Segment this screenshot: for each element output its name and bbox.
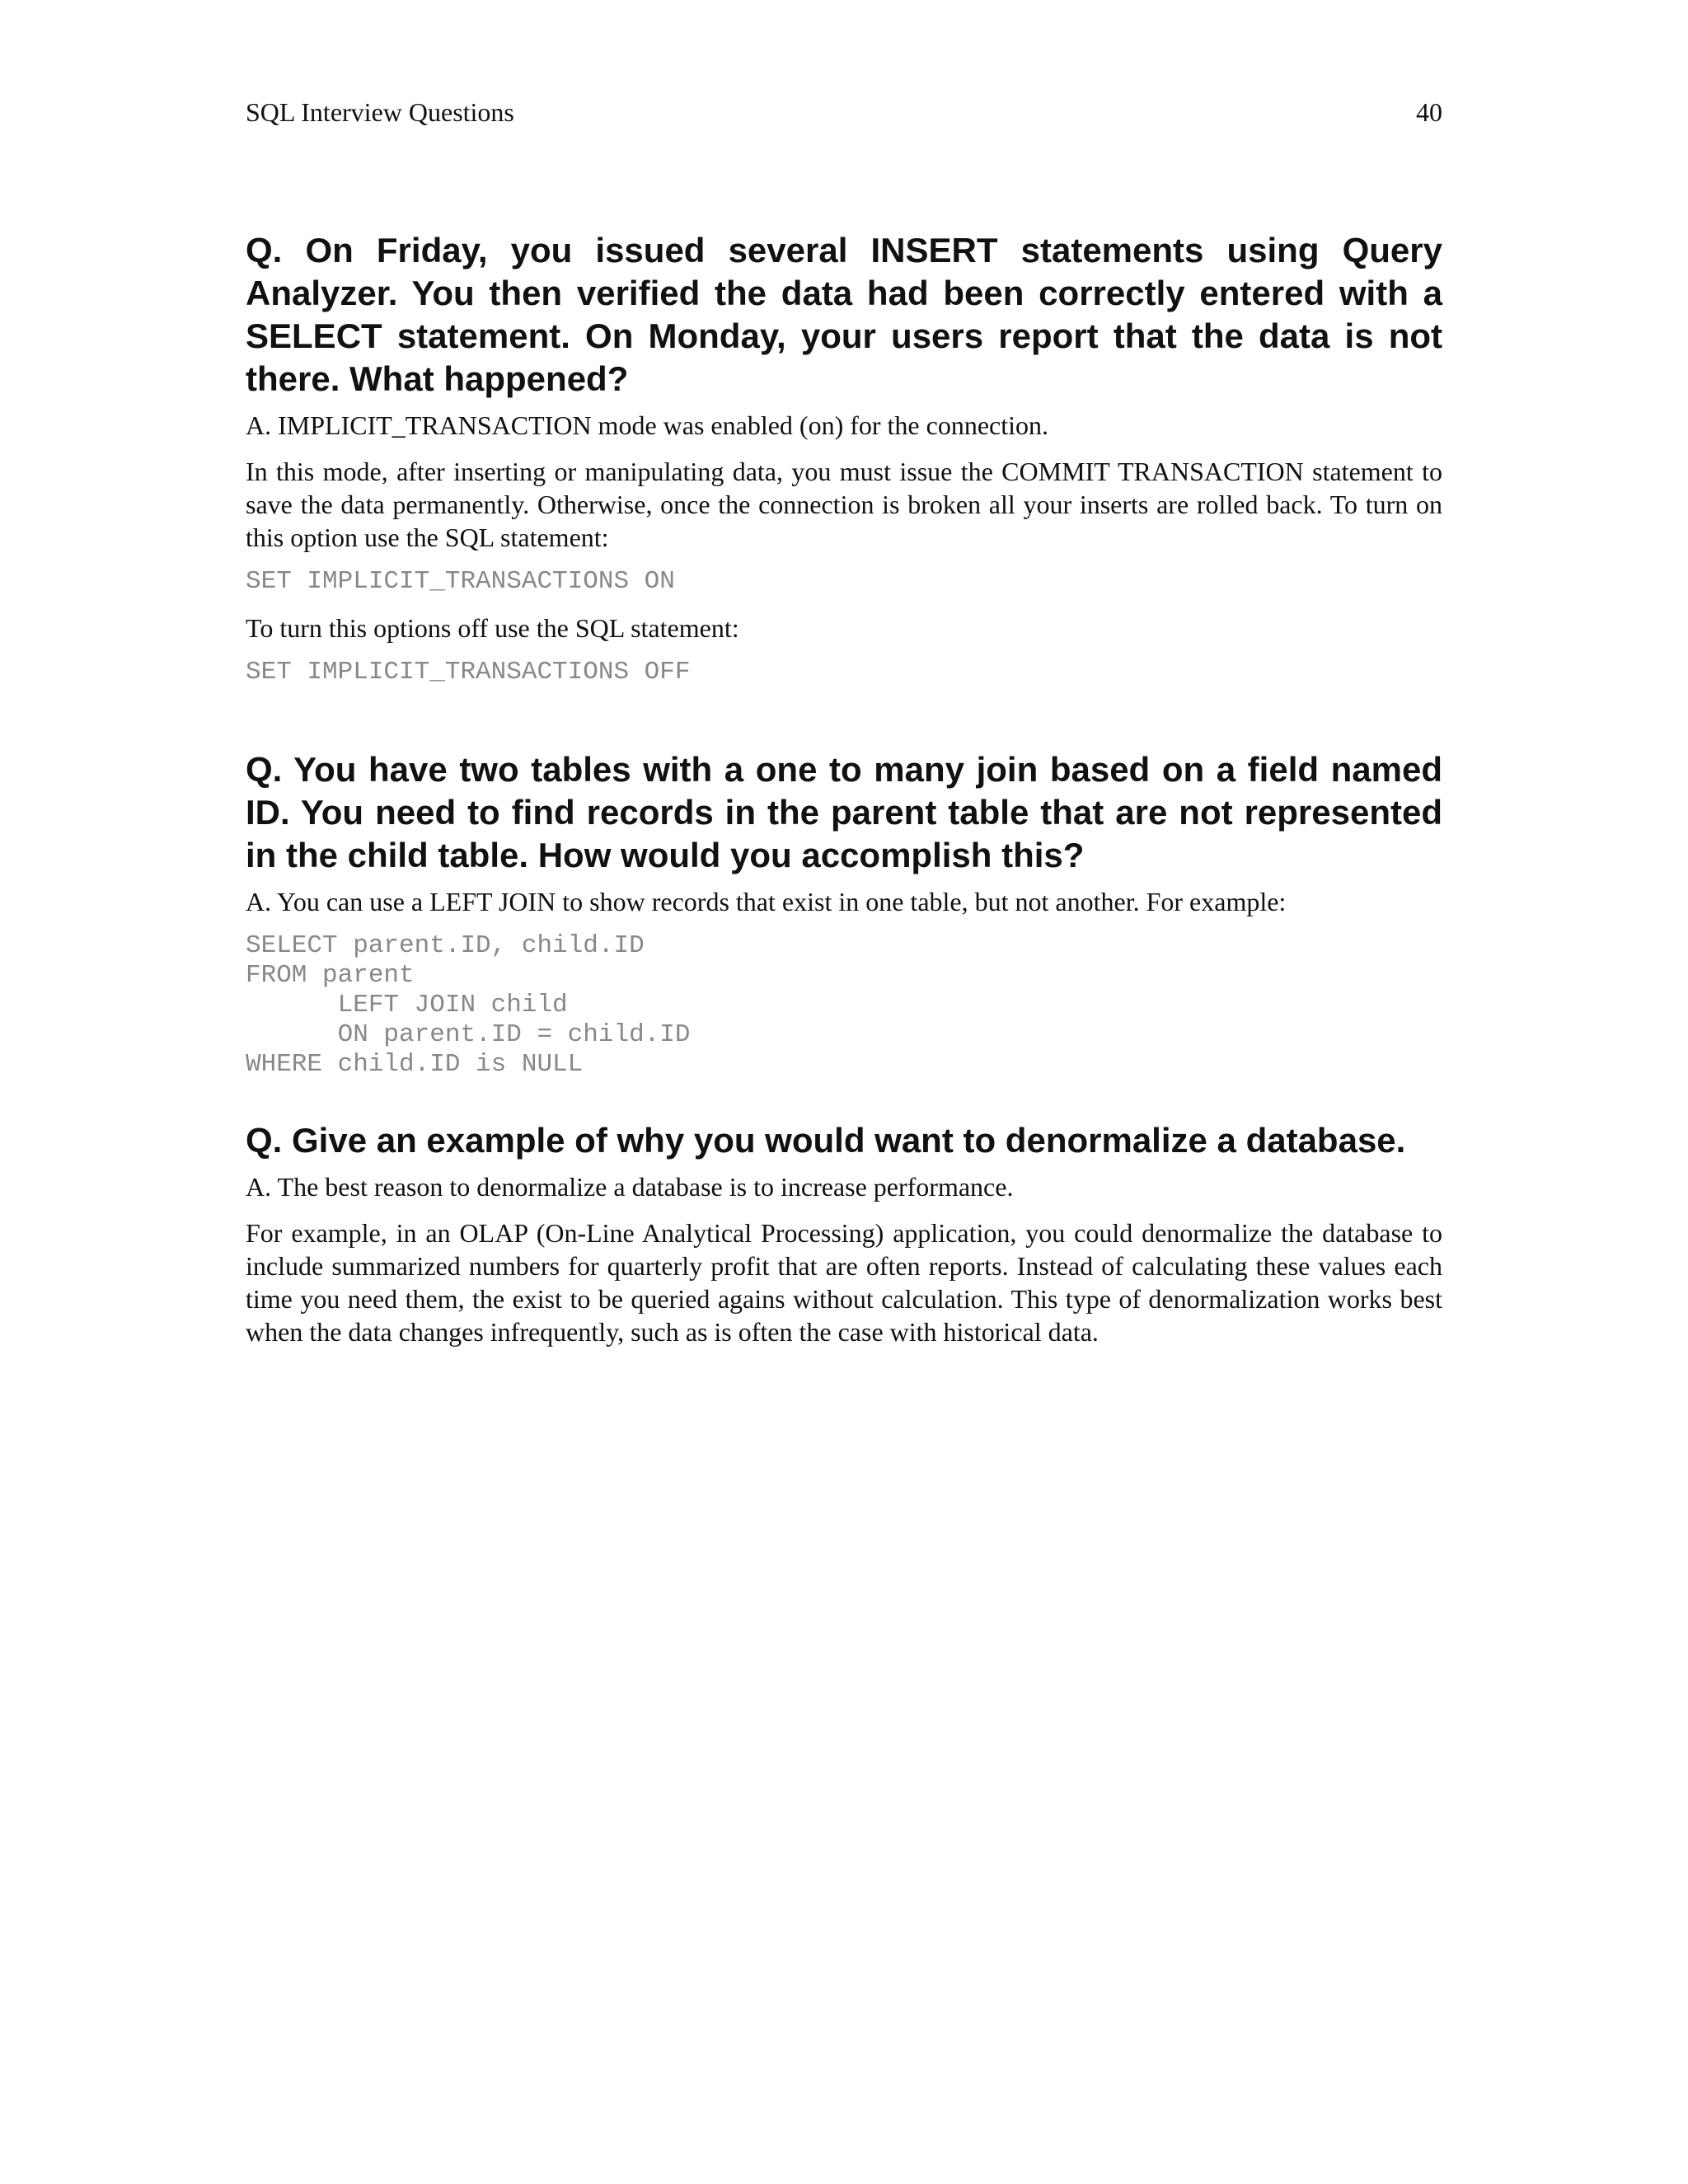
- code-snippet: SET IMPLICIT_TRANSACTIONS OFF: [246, 658, 691, 687]
- answer-text: A. You can use a LEFT JOIN to show records that exist in one table, but not another. For example:: [246, 887, 1287, 916]
- qa-section-1: [246, 229, 1442, 687]
- question-heading: Q. Give an example of why you would want to denormalize a database.: [246, 1121, 1406, 1160]
- explanation-paragraph: In this mode, after inserting or manipulating data, you must issue the COMMIT TRANSACTION statement to save the data permanently. Otherwise, once the connection is broken all your inserts are rolled back. To turn on this option use the SQL statement:: [246, 457, 1442, 552]
- qa-section-2: [246, 748, 1442, 1080]
- answer-text: A. IMPLICIT_TRANSACTION mode was enabled (on) for the connection.: [246, 410, 1049, 440]
- question-heading: Q. On Friday, you issued several INSERT statements using Query Analyzer. You then verified the data had been correctly entered with a SELECT statement. On Monday, your users report that the data is not there. What happened?: [246, 231, 1442, 398]
- page-body: [246, 229, 1442, 1361]
- page-number: 40: [1416, 97, 1442, 127]
- qa-section-3: [246, 1119, 1442, 1348]
- page-header: [246, 97, 1442, 135]
- answer-text: A. The best reason to denormalize a database is to increase performance.: [246, 1172, 1014, 1202]
- explanation-paragraph: For example, in an OLAP (On-Line Analytical Processing) application, you could denormalize the database to include summarized numbers for quarterly profit that are often reports. Instead of calculating these values each time you need them, the exist to be queried agains without calculation. This type of denormalization works best when the data changes infrequently, such as is often the case with historical data.: [246, 1218, 1442, 1347]
- header-title: SQL Interview Questions: [246, 97, 514, 127]
- explanation-paragraph: To turn this options off use the SQL statement:: [246, 613, 739, 643]
- code-snippet: SET IMPLICIT_TRANSACTIONS ON: [246, 567, 675, 596]
- question-heading: Q. You have two tables with a one to many join based on a field named ID. You need to find records in the parent table that are not represented in the child table. How would you accomplish this?: [246, 750, 1442, 874]
- code-block: SELECT parent.ID, child.ID FROM parent LEFT JOIN child ON parent.ID = child.ID WHERE child.ID is NULL: [246, 931, 691, 1079]
